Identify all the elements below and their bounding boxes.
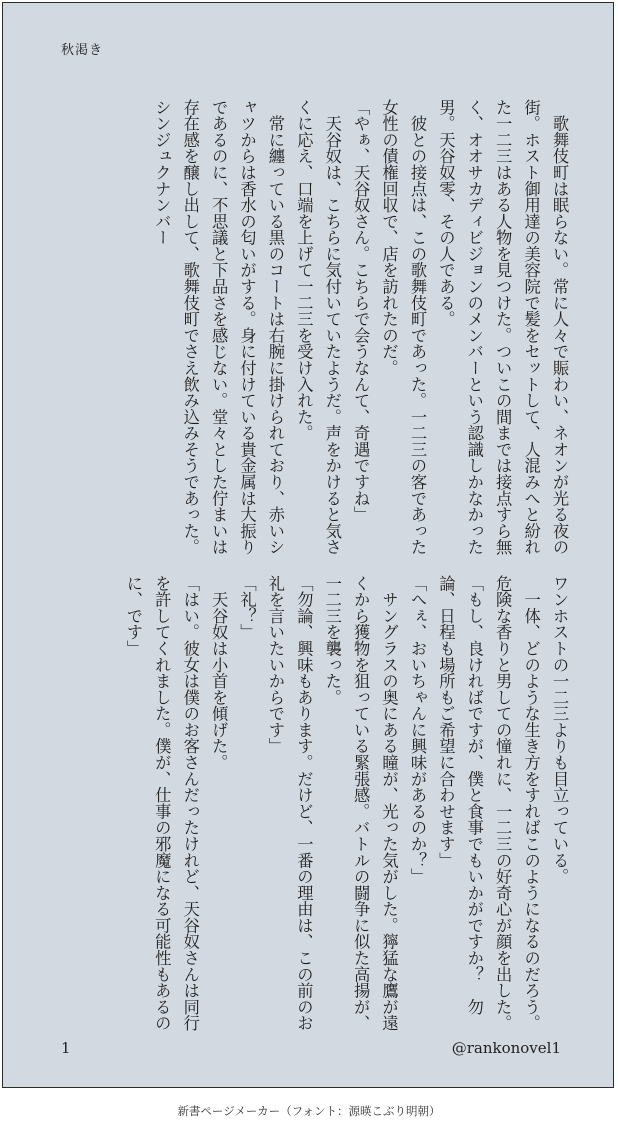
author-handle: @rankonovel1 bbox=[451, 1039, 561, 1057]
paragraph: 一体、どのような生き方をすればこのようになるのだろう。危険な香りと男しての憧れに、一二三の好奇心が顔を出した。 bbox=[493, 575, 541, 1032]
text-block-bottom bbox=[53, 575, 573, 1045]
paragraph: 「勿論、興味もあります。だけど、一番の理由は、この前のお礼を言いたいからです」 bbox=[265, 575, 314, 1032]
paragraph: 天谷奴は、こちらに気付いていたようだ。声をかけると気さくに応え、口端を上げて一二三を受け入れた。 bbox=[294, 99, 342, 556]
page-number: 1 bbox=[61, 1039, 71, 1057]
generator-credit: 新書ページメーカー（フォント：源暎こぶり明朝） bbox=[177, 1104, 441, 1118]
paragraph: 「はい。彼女は僕のお客さんだったけれど、天谷奴さんは同行を許してくれました。僕が、仕事の邪魔になる可能性もあるのに、です」 bbox=[123, 575, 200, 1032]
paragraph: 彼との接点は、この歌舞伎町であった。一二三の客であった女性の債権回収で、店を訪れたのだ。 bbox=[379, 99, 427, 556]
paragraph: サングラスの奥にある瞳が、光った気がした。獰猛な鷹が遠くから獲物を狙っている緊張感。バトルの闘争に似た高揚が、一二三を襲った。 bbox=[322, 575, 399, 1032]
paragraph: 歌舞伎町は眠らない。常に人々で賑わい、ネオンが光る夜の街。ホスト御用達の美容院で髪をセットして、人混みへと紛れた一二三はある人物を見つけた。ついこの間までは接点すら無く、オオサカディビジョンのメンバーという認識しかなかった男。天谷奴零、その人である。 bbox=[436, 99, 569, 556]
paragraph: 「へぇ、おいちゃんに興味があるのか？」 bbox=[407, 575, 427, 885]
paragraph: 天谷奴は小首を傾げた。 bbox=[209, 575, 229, 771]
book-page bbox=[2, 2, 614, 1088]
paragraph: 「やぁ、天谷奴さん。こちらで会うなんて、奇遇ですね」 bbox=[351, 99, 371, 523]
paragraph: 「もし、良ければですが、僕と食事でもいかがですか？ 勿論、日程も場所もご希望に合わせます」 bbox=[436, 575, 484, 1015]
text-block-top bbox=[53, 99, 573, 569]
paragraph: 「礼？」 bbox=[237, 575, 257, 641]
chapter-title: 秋渇き bbox=[61, 43, 104, 58]
paragraph: ワンホストの一二三よりも目立っている。 bbox=[550, 575, 569, 885]
paragraph: 常に纏っている黒のコートは右腕に掛けられており、赤いシャツからは香水の匂いがする。身に付けている貴金属は大振りであるのに、不思議と下品さを感じない。堂々とした佇まいは存在感を醸し出して、歌舞伎町でさえ飲み込みそうであった。シンジュクナンバー bbox=[152, 99, 285, 556]
